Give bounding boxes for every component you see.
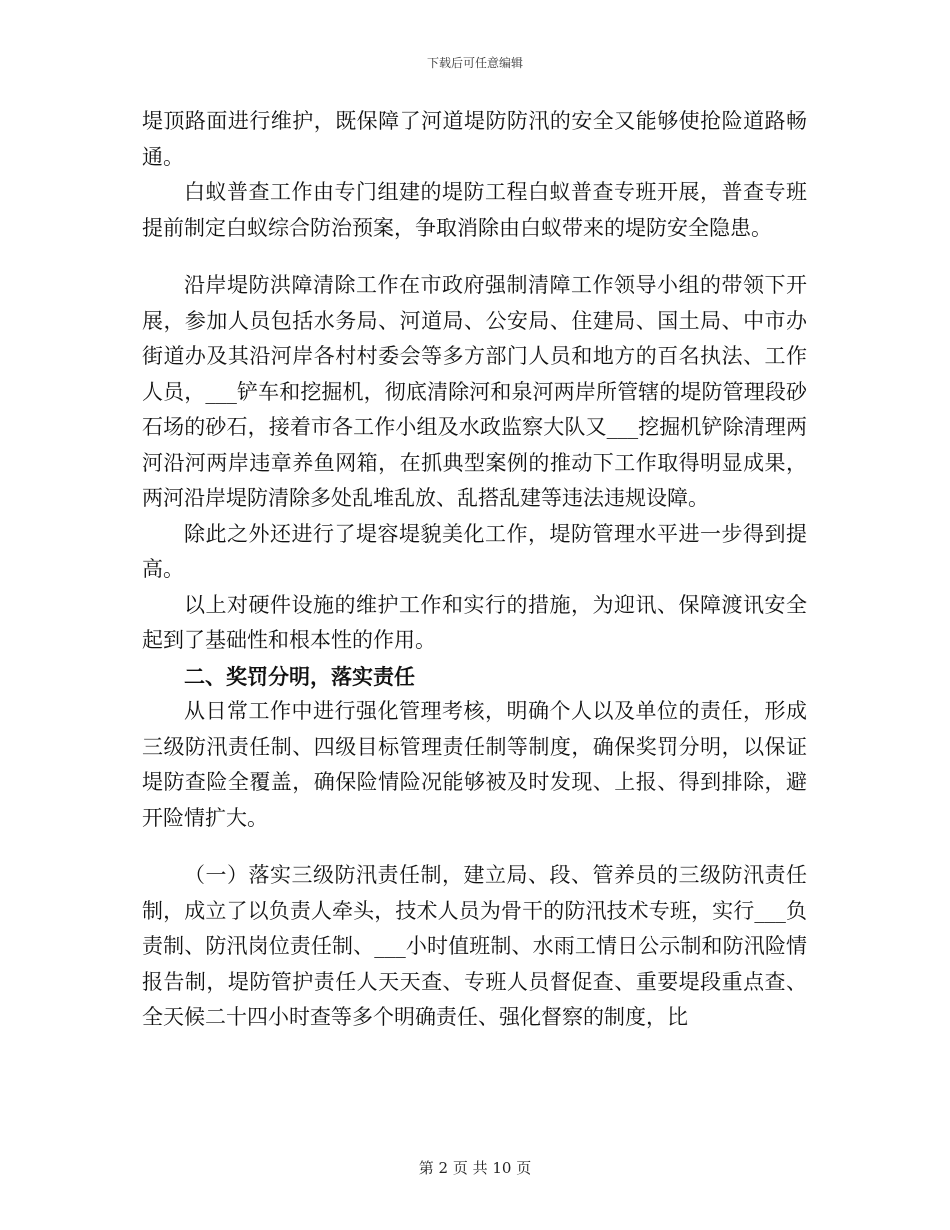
document-body (142, 104, 807, 1036)
paragraph: 沿岸堤防洪障清除工作在市政府强制清障工作领导小组的带领下开展，参加人员包括水务局、河道局、公安局、住建局、国土局、中市办街道办及其沿河岸各村村委会等多方部门人员和地方的百名执法、工作人员，___铲车和挖掘机，彻底清除河和泉河两岸所管辖的堤防管理段砂石场的砂石，接着市各工作小组及水政监察大队又___挖掘机铲除清理两河沿河两岸违章养鱼网箱，在抓典型案例的推动下工作取得明显成果，两河沿岸堤防清除多处乱堆乱放、乱搭乱建等违法违规设障。 (142, 273, 807, 510)
paragraph: 以上对硬件设施的维护工作和实行的措施，为迎讯、保障渡讯安全起到了基础性和根本性的作用。 (142, 592, 807, 652)
paragraph: 白蚁普查工作由专门组建的堤防工程白蚁普查专班开展，普查专班提前制定白蚁综合防治预案，争取消除由白蚁带来的堤防安全隐患。 (142, 180, 807, 240)
paragraph: （一）落实三级防汛责任制，建立局、段、管养员的三级防汛责任制，成立了以负责人牵头，技术人员为骨干的防汛技术专班，实行___负责制、防汛岗位责任制、___小时值班制、水雨工情日公示制和防汛险情报告制，堤防管护责任人天天查、专班人员督促查、重要堤段重点查、全天候二十四小时查等多个明确责任、强化督察的制度，比 (142, 863, 807, 1029)
page-footer: 第 2 页 共 10 页 (418, 1159, 532, 1177)
section-heading: 二、奖罚分明，落实责任 (184, 663, 415, 689)
paragraph: 堤顶路面进行维护，既保障了河道堤防防汛的安全又能够使抢险道路畅通。 (142, 109, 807, 169)
paragraph: 从日常工作中进行强化管理考核，明确个人以及单位的责任，形成三级防汛责任制、四级目标管理责任制等制度，确保奖罚分明，以保证堤防查险全覆盖，确保险情险况能够被及时发现、上报、得到排除，避开险情扩大。 (142, 699, 807, 830)
paragraph: 除此之外还进行了堤容堤貌美化工作，堤防管理水平进一步得到提高。 (142, 521, 807, 581)
page-header: 下载后可任意编辑 (426, 56, 523, 70)
